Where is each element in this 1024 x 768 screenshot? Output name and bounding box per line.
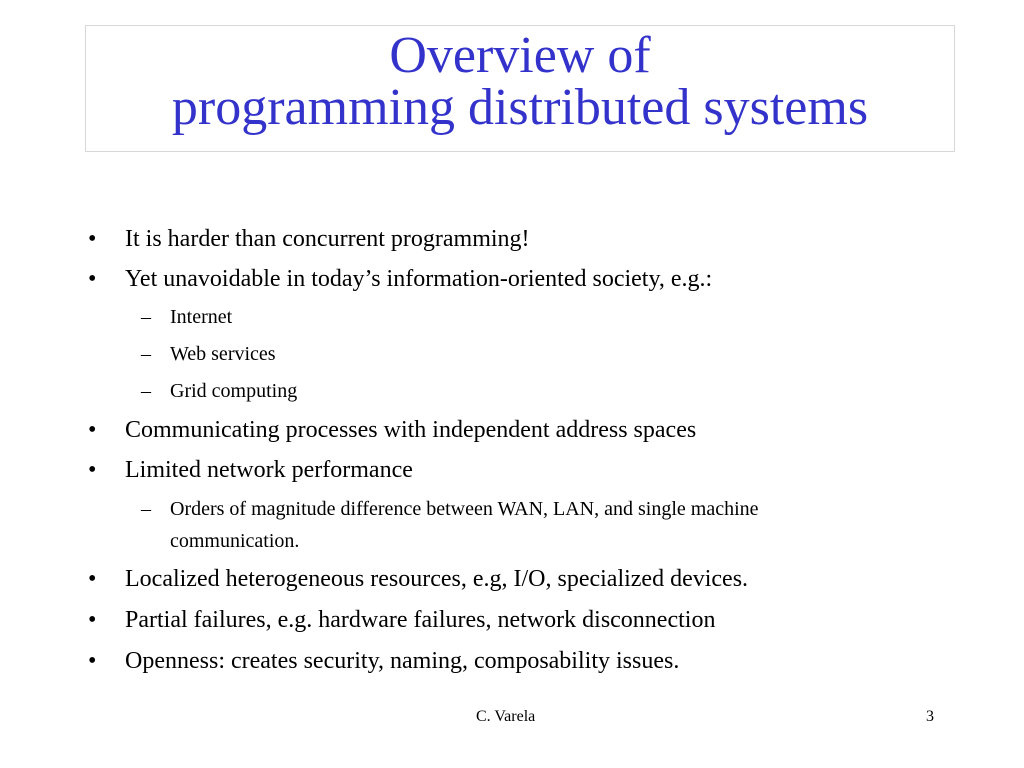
bullet-text: Limited network performance [125, 457, 413, 483]
sub-bullet-marker: – [141, 380, 151, 402]
bullet-marker: • [88, 607, 97, 633]
bullet-text: Partial failures, e.g. hardware failures, network disconnection [125, 607, 716, 633]
bullet-marker: • [88, 648, 97, 674]
bullet-marker: • [88, 226, 97, 252]
sub-bullet-text: Web services [170, 343, 276, 365]
bullet-text: Openness: creates security, naming, composability issues. [125, 648, 680, 674]
slide-title-line-1: Overview of [389, 27, 651, 84]
bullet-marker: • [88, 566, 97, 592]
sub-bullet-text: Grid computing [170, 380, 298, 402]
sub-bullet-text: Internet [170, 306, 233, 328]
slide-title-line-2: programming distributed systems [171, 79, 869, 136]
bullet-marker: • [88, 417, 97, 443]
bullet-text: Communicating processes with independent address spaces [125, 417, 697, 443]
sub-bullet-marker: – [141, 498, 151, 520]
bullet-text: Localized heterogeneous resources, e.g, I/O, specialized devices. [125, 566, 749, 592]
page-number: 3 [926, 708, 934, 725]
sub-bullet-text: communication. [170, 530, 300, 552]
bullet-text: It is harder than concurrent programming! [125, 226, 530, 252]
bullet-marker: • [88, 266, 97, 292]
sub-bullet-marker: – [141, 306, 151, 328]
bullet-marker: • [88, 457, 97, 483]
sub-bullet-text: Orders of magnitude difference between WAN, LAN, and single machine [170, 498, 759, 520]
bullet-text: Yet unavoidable in today’s information-oriented society, e.g.: [125, 266, 713, 292]
sub-bullet-marker: – [141, 343, 151, 365]
footer-author: C. Varela [476, 708, 536, 725]
